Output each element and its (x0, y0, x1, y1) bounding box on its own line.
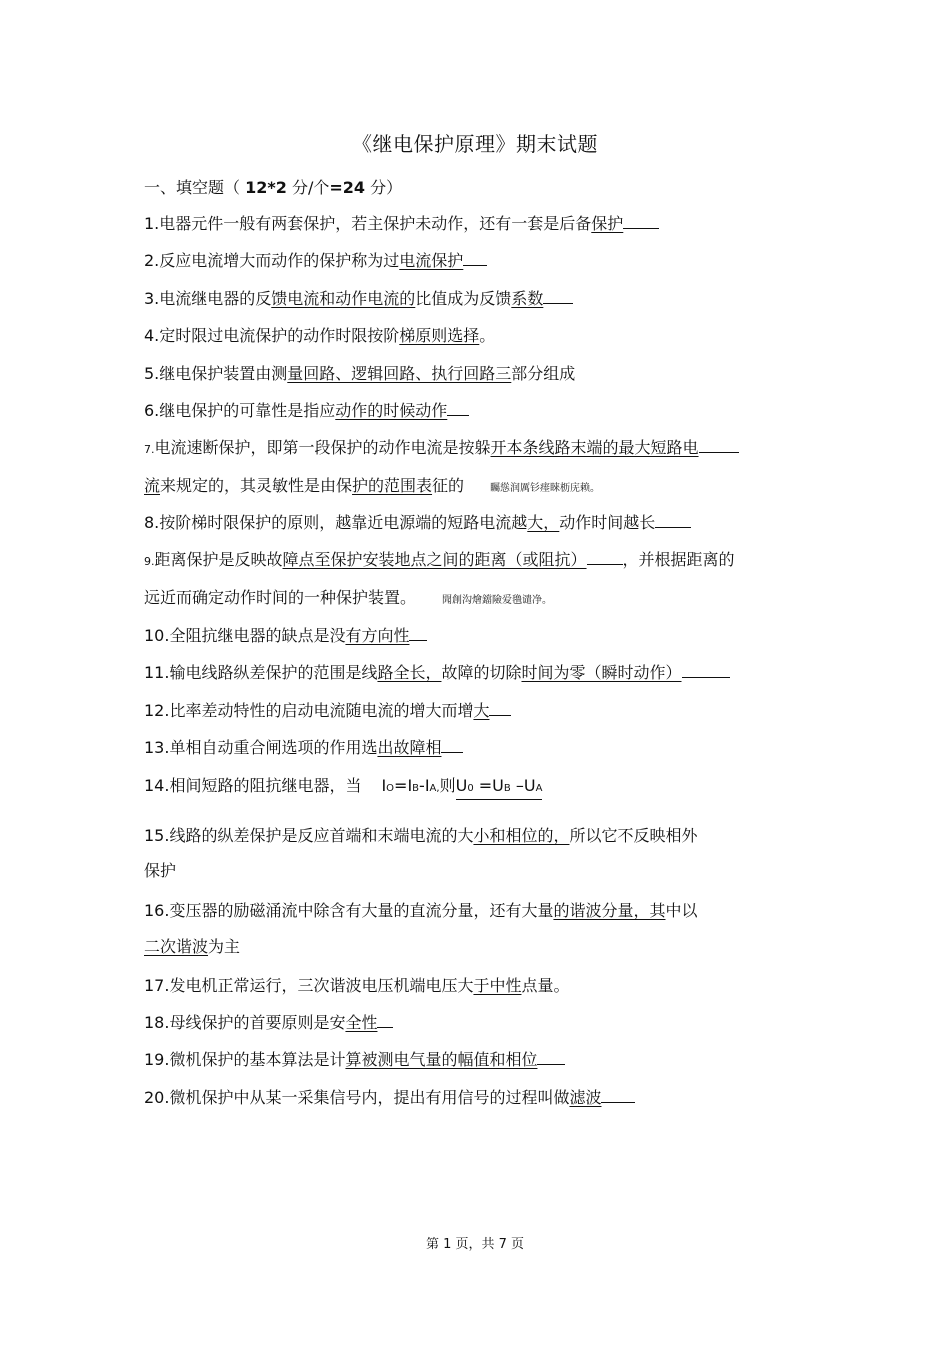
question-16 (144, 900, 697, 922)
q17-text: 17.发电机正常运行，三次谐波电压机端电压大 (144, 976, 474, 995)
q18-answer: 全性 (345, 1013, 378, 1032)
q7-number: 7. (144, 443, 155, 456)
question-18 (144, 1012, 393, 1034)
question-9 (144, 549, 735, 573)
q14-minus: -I (419, 776, 430, 795)
q20-answer: 滤波 (569, 1088, 602, 1107)
q14-then: 则 (439, 776, 456, 795)
question-15-cont (144, 860, 176, 882)
q8-text: 8.按阶梯时限保护的原则，越靠近电源端的短路电流越 (144, 513, 528, 532)
question-11 (144, 662, 730, 684)
q14-text: 14.相间短路的阻抗继电器，当 (144, 776, 362, 795)
q11-text-2: 故障的切除 (441, 663, 522, 682)
q4-end: 。 (479, 326, 496, 345)
question-13 (144, 737, 463, 759)
q3-answer-2: 系数 (511, 289, 544, 308)
section-prefix: 一、填空题（ (144, 178, 246, 197)
section-total: =24 (329, 178, 366, 197)
section-mid: 分/个 (286, 178, 330, 197)
q9-text: 距离保护是反映故 (154, 550, 283, 569)
q2-text: 2.反应电流增大而动作的保护称为过 (144, 251, 400, 270)
q13-blank (441, 738, 463, 753)
q13-text: 13.单相自动重合闸选项的作用选 (144, 738, 378, 757)
q10-blank (409, 626, 427, 641)
q14-eq: =I (394, 776, 413, 795)
question-10 (144, 625, 427, 647)
q2-answer: 电流保护 (399, 251, 464, 270)
question-7 (144, 437, 739, 461)
question-19 (144, 1049, 565, 1071)
q17-text-2: 点量。 (521, 976, 570, 995)
q18-blank (377, 1013, 393, 1028)
question-16-cont (144, 936, 240, 958)
q3-blank (543, 289, 573, 304)
question-15 (144, 825, 697, 847)
q7-answer: 开本条线路末端的最大短路电 (490, 438, 699, 457)
q7-noise-text: 矚慫润厲钐瘗睞枥庑赖。 (490, 483, 601, 494)
q7-answer-cont: 流 (144, 476, 161, 495)
q18-text: 18.母线保护的首要原则是安 (144, 1013, 346, 1032)
q20-blank (601, 1088, 635, 1103)
q14-a-sub: A, (429, 783, 440, 794)
section-count: 12*2 (245, 178, 287, 197)
q15-text: 15.线路的纵差保护是反应首端和末端电流的大 (144, 826, 474, 845)
q9-number: 9. (144, 555, 155, 568)
q19-answer: 算被测电气量的幅值和相位 (345, 1050, 538, 1069)
q9-noise-text: 聞創沟燴鐺險爱氇谴净。 (442, 595, 553, 606)
q14-minus2: –U (510, 776, 536, 795)
q2-blank (463, 251, 487, 266)
q14-ub-sub: B (503, 783, 511, 794)
q9-blank (587, 550, 623, 565)
q6-answer: 动作的时候动作 (335, 401, 448, 420)
q4-text: 4.定时限过电流保护的动作时限按阶 (144, 326, 400, 345)
question-8 (144, 512, 691, 534)
question-9-cont (144, 587, 552, 612)
q7-text-2: 来规定的，其灵敏性是由保 (160, 476, 353, 495)
q15-text-2: 所以它不反映相外 (569, 826, 698, 845)
question-3 (144, 288, 573, 310)
q12-answer: 大 (473, 701, 490, 720)
q9-text-3: 远近而确定动作时间的一种保护装置。 (144, 588, 417, 607)
q16-text-2: 中以 (665, 901, 698, 920)
q8-answer: 大， (527, 513, 560, 532)
q14-i: I (381, 776, 387, 795)
question-4 (144, 325, 495, 347)
section-heading (144, 175, 402, 198)
q8-blank (655, 513, 691, 528)
question-1 (144, 213, 659, 235)
q6-text: 6.继电保护的可靠性是指应 (144, 401, 336, 420)
q9-text-2: ，并根据距离的 (622, 550, 735, 569)
q14-answer (456, 776, 543, 800)
q8-text-2: 动作时间越长 (559, 513, 656, 532)
question-12 (144, 700, 511, 722)
q16-answer: 的谐波分量，其 (553, 901, 666, 920)
q3-text: 3.电流继电器的反 (144, 289, 272, 308)
q9-answer: 障点至保护安装地点之间的距离（或阻抗） (282, 550, 587, 569)
q16-text-3: 为主 (208, 937, 241, 956)
question-17 (144, 975, 569, 997)
q3-text-2: 比值成为反馈 (415, 289, 512, 308)
q7-text: 电流速断保护，即第一段保护的动作电流是按躲 (154, 438, 491, 457)
q1-blank (623, 214, 659, 229)
q14-eq2: =U (473, 776, 504, 795)
q5-end: 部分组成 (511, 364, 576, 383)
q7-answer-2: 护的范围表 (352, 476, 433, 495)
q15-text-3: 保护 (144, 861, 177, 880)
section-suffix: 分） (365, 178, 403, 197)
q14-o-sub: O (386, 783, 395, 794)
q7-blank (699, 438, 739, 453)
q19-text: 19.微机保护的基本算法是计 (144, 1050, 346, 1069)
page-footer: 第 1 页，共 7 页 (425, 1237, 525, 1252)
q10-text: 10.全阻抗继电器的缺点是没 (144, 626, 346, 645)
q10-answer: 有方向性 (345, 626, 410, 645)
q20-text: 20.微机保护中从某一采集信号内，提出有用信号的过程叫做 (144, 1088, 570, 1107)
q12-text: 12.比率差动特性的启动电流随电流的增大而增 (144, 701, 474, 720)
q7-text-3: 征的 (432, 476, 465, 495)
q4-answer: 梯原则选择 (399, 326, 480, 345)
q1-answer: 保护 (591, 214, 624, 233)
question-20 (144, 1087, 635, 1109)
q19-blank (537, 1050, 565, 1065)
q13-answer: 出故障相 (377, 738, 442, 757)
question-7-cont (144, 475, 600, 500)
q6-blank (447, 401, 469, 416)
q14-b-sub: B (412, 783, 420, 794)
q5-answer: 量回路、逻辑回路、执行回路三 (287, 364, 512, 383)
q11-text: 11.输电线路纵差保护的范围是线 (144, 663, 378, 682)
q14-u0-sub: 0 (467, 783, 474, 794)
page-title: 《继电保护原理》期末试题 (352, 132, 598, 156)
question-6 (144, 400, 469, 422)
q11-answer-2: 时间为零（瞬时动作） (521, 663, 682, 682)
q14-u0: U (455, 776, 468, 795)
q17-answer: 于中性 (473, 976, 522, 995)
q1-text: 1.电器元件一般有两套保护，若主保护未动作，还有一套是后备 (144, 214, 592, 233)
question-14 (144, 775, 542, 800)
question-2 (144, 250, 487, 272)
q12-blank (489, 701, 511, 716)
q16-answer-2: 二次谐波 (144, 937, 209, 956)
q11-answer: 路全长， (377, 663, 442, 682)
question-5 (144, 363, 575, 385)
q16-text: 16.变压器的励磁涌流中除含有大量的直流分量，还有大量 (144, 901, 554, 920)
q11-blank (682, 663, 730, 678)
q14-ua-sub: A (535, 783, 543, 794)
q5-text: 5.继电保护装置由测 (144, 364, 288, 383)
q15-answer: 小和相位的， (473, 826, 570, 845)
q3-answer: 馈电流和动作电流的 (271, 289, 416, 308)
